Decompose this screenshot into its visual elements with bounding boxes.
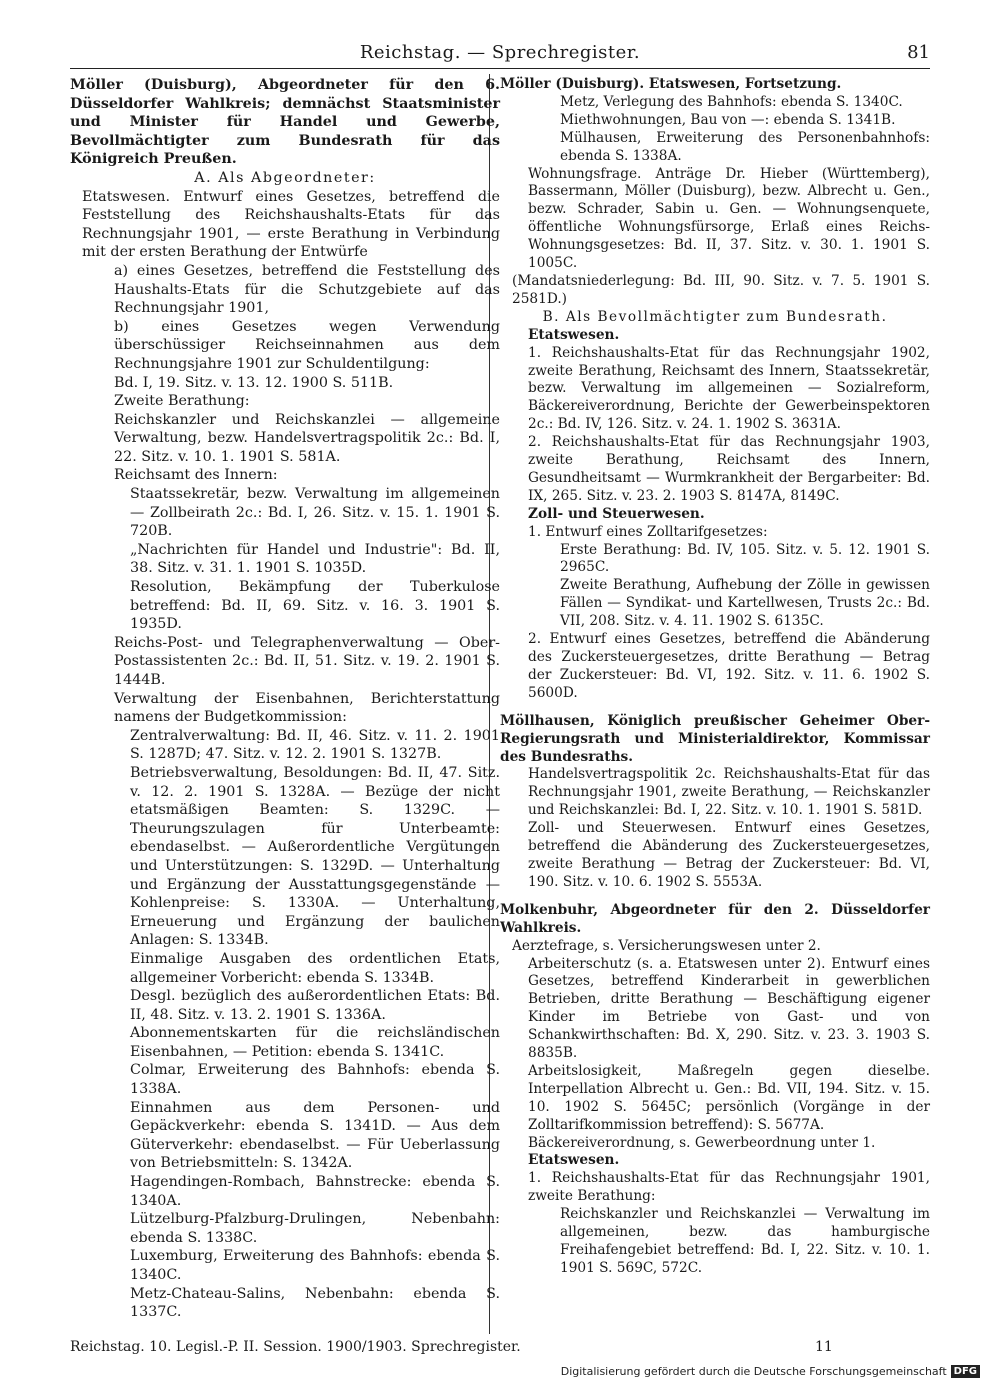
entry-paragraph: Wohnungsfrage. Anträge Dr. Hieber (Württemberg), Bassermann, Möller (Duisburg), bezw. Albrecht u. Gen., bezw. Schrader, Sabin u. Gen. — Wohnungsenquete, öffentliche Wohnungsfürsorge, Erlaß eines Reichs-Wohnungsgesetzes: Bd. II, 37. Sitz. v. 30. 1. 1901 S. 1005C.	[528, 165, 930, 272]
entry-paragraph: 1. Entwurf eines Zolltarifgesetzes:	[528, 523, 768, 540]
entry-paragraph: Bäckereiverordnung, s. Gewerbeordnung unter 1.	[528, 1134, 876, 1151]
entry-paragraph: Reichsamt des Innern:	[114, 467, 278, 484]
entry-paragraph: Lützelburg-Pfalzburg-Drulingen, Nebenbahn: ebenda S. 1338C.	[130, 1211, 500, 1246]
subject-heading: Zoll- und Steuerwesen.	[528, 505, 705, 522]
left-column	[70, 76, 500, 1322]
entry-paragraph: Reichskanzler und Reichskanzlei — Verwaltung im allgemeinen, bezw. das hamburgische Freihafengebiet betreffend: Bd. I, 22. Sitz. v. 10. 1. 1901 S. 569C, 572C.	[560, 1206, 930, 1276]
entry-paragraph: Colmar, Erweiterung des Bahnhofs: ebenda S. 1338A.	[130, 1062, 500, 1098]
section-heading: B. Als Bevollmächtigter zum Bundesrath.	[542, 308, 888, 325]
entry-paragraph: Reichs-Post- und Telegraphenverwaltung — Ober-Postassistenten 2c.: Bd. II, 51. Sitz. v. 19. 2. 1901 S. 1444B.	[114, 634, 500, 688]
entry-paragraph: Arbeiterschutz (s. a. Etatswesen unter 2). Entwurf eines Gesetzes, betreffend Kinderarbeit in gewerblichen Betrieben, dritte Berathung — Beschäftigung eigener Kinder im Betriebe von Gast- und von Schankwirthschaften: Bd. X, 290. Sitz. v. 23. 3. 1903 S. 8835B.	[528, 955, 930, 1062]
entry-heading: Möller (Duisburg), Abgeordneter für den 6. Düsseldorfer Wahlkreis; demnächst Staatsminister und Minister für Handel und Gewerbe, Bevollmächtigter zum Bundesrath für das Königreich Preußen.	[70, 77, 500, 168]
subject-heading: Etatswesen.	[528, 326, 620, 343]
entry-paragraph: 1. Reichshaushalts-Etat für das Rechnungsjahr 1901, zweite Berathung:	[528, 1170, 930, 1205]
entry-heading: Molkenbuhr, Abgeordneter für den 2. Düsseldorfer Wahlkreis.	[500, 901, 930, 936]
entry-paragraph: 2. Entwurf eines Gesetzes, betreffend die Abänderung des Zuckersteuergesetzes, dritte Berathung — Betrag der Zuckersteuer: Bd. VI, 192. Sitz. v. 11. 6. 1902 S. 5600D.	[528, 631, 930, 701]
entry-paragraph: Zoll- und Steuerwesen. Entwurf eines Gesetzes, betreffend die Abänderung des Zuckersteuergesetzes, zweite Berathung — Betrag der Zuckersteuer: Bd. VI, 190. Sitz. v. 10. 6. 1902 S. 5553A.	[528, 820, 930, 890]
entry-paragraph: Reichskanzler und Reichskanzlei — allgemeine Verwaltung, bezw. Handelsvertragspolitik 2c.: Bd. I, 22. Sitz. v. 10. 1. 1901 S. 581A.	[114, 411, 500, 465]
entry-paragraph: 2. Reichshaushalts-Etat für das Rechnungsjahr 1903, zweite Berathung, Reichsamt des Innern, Gesundheitsamt — Wurmkrankheit der Bergarbeiter: Bd. IX, 265. Sitz. v. 23. 2. 1903 S. 8147A, 8149C.	[528, 434, 930, 504]
entry-paragraph: Abonnementskarten für die reichsländischen Eisenbahnen, — Petition: ebenda S. 1341C.	[130, 1025, 500, 1060]
entry-paragraph: Bd. I, 19. Sitz. v. 13. 12. 1900 S. 511B.	[114, 374, 394, 391]
entry-paragraph: Handelsvertragspolitik 2c. Reichshaushalts-Etat für das Rechnungsjahr 1901, zweite Berathung, — Reichskanzler und Reichskanzlei: Bd. I, 22. Sitz. v. 10. 1. 1901 S. 581D.	[528, 766, 930, 819]
entry-heading: Möllhausen, Königlich preußischer Geheimer Ober-Regierungsrath und Ministerialdirektor, Kommissar des Bundesraths.	[500, 712, 930, 765]
entry-paragraph: Aerztefrage, s. Versicherungswesen unter 2.	[512, 937, 821, 954]
subject-heading: Etatswesen.	[528, 1152, 620, 1169]
entry-paragraph: Etatswesen. Entwurf eines Gesetzes, betreffend die Feststellung des Reichshaushalts-Etats für das Rechnungsjahr 1901, — erste Berathung in Verbindung mit der ersten Berathung der Entwürfe	[82, 188, 500, 261]
entry-paragraph: a) eines Gesetzes, betreffend die Feststellung des Haushalts-Etats für die Schutzgebiete auf das Rechnungsjahr 1901,	[114, 262, 500, 317]
entry-paragraph: Resolution, Bekämpfung der Tuberkulose betreffend: Bd. II, 69. Sitz. v. 16. 3. 1901 S. 1935D.	[130, 579, 500, 633]
page-header	[70, 40, 930, 69]
sheet-number: 11	[815, 1339, 833, 1355]
entry-paragraph: „Nachrichten für Handel und Industrie": Bd. II, 38. Sitz. v. 31. 1. 1901 S. 1035D.	[130, 541, 500, 577]
entry-paragraph: (Mandatsniederlegung: Bd. III, 90. Sitz. v. 7. 5. 1901 S. 2581D.)	[512, 272, 930, 307]
credit-text: Digitalisierung gefördert durch die Deutsche Forschungsgemeinschaft	[560, 1365, 947, 1378]
entry-paragraph: Luxemburg, Erweiterung des Bahnhofs: ebenda S. 1340C.	[130, 1248, 500, 1283]
entry-paragraph: Mülhausen, Erweiterung des Personenbahnhofs: ebenda S. 1338A.	[560, 129, 930, 164]
entry-paragraph: Arbeitslosigkeit, Maßregeln gegen dieselbe. Interpellation Albrecht u. Gen.: Bd. VII, 194. Sitz. v. 15. 10. 1902 S. 5645C; persönlich (Vorgänge in der Zolltarifkommission betreffend): S. 5677A.	[528, 1062, 930, 1133]
entry-paragraph: Betriebsverwaltung, Besoldungen: Bd. II, 47. Sitz. v. 12. 2. 1901 S. 1328A. — Bezüge der nicht etatsmäßigen Beamten: S. 1329C. — Theurungszulagen für Unterbeamte: ebendaselbst. — Außerordentliche Vergütungen und Unterstützungen: S. 1329D. — Unterhaltung und Ergänzung der Ausstattungsgegenstände — Kohlenpreise: S. 1330A. — Unterhaltung, Erneuerung und Ergänzung der baulichen Anlagen: S. 1334B.	[130, 764, 500, 949]
entry-paragraph: Staatssekretär, bezw. Verwaltung im allgemeinen — Zollbeirath 2c.: Bd. I, 26. Sitz. v. 15. 1. 1901 S. 720B.	[130, 486, 500, 540]
entry-paragraph: Zweite Berathung:	[114, 393, 250, 410]
entry-paragraph: b) eines Gesetzes wegen Verwendung überschüssiger Reichseinnahmen aus dem Rechnungsjahre 1901 zur Schuldentilgung:	[114, 318, 500, 372]
right-column	[500, 76, 930, 1278]
entry-paragraph: Miethwohnungen, Bau von —: ebenda S. 1341B.	[560, 111, 896, 128]
page-number: 81	[907, 42, 930, 63]
entry-heading: Möller (Duisburg). Etatswesen, Fortsetzung.	[500, 76, 842, 92]
entry-paragraph: Desgl. bezüglich des außerordentlichen Etats: Bd. II, 48. Sitz. v. 13. 2. 1901 S. 1336A.	[130, 988, 500, 1023]
entry-paragraph: Einmalige Ausgaben des ordentlichen Etats, allgemeiner Vorbericht: ebenda S. 1334B.	[130, 950, 500, 986]
dfg-logo: DFG	[951, 1365, 980, 1378]
entry-paragraph: Metz, Verlegung des Bahnhofs: ebenda S. 1340C.	[560, 93, 903, 110]
entry-paragraph: Metz-Chateau-Salins, Nebenbahn: ebenda S. 1337C.	[130, 1285, 500, 1321]
running-title: Reichstag. — Sprechregister.	[359, 42, 641, 63]
section-heading: A. Als Abgeordneter:	[194, 169, 376, 186]
footer-text: Reichstag. 10. Legisl.-P. II. Session. 1900/1903. Sprechregister.	[70, 1339, 521, 1355]
digitization-credit	[561, 1365, 980, 1378]
entry-paragraph: Verwaltung der Eisenbahnen, Berichterstattung namens der Budgetkommission:	[114, 690, 500, 726]
entry-paragraph: 1. Reichshaushalts-Etat für das Rechnungsjahr 1902, zweite Berathung, Reichsamt des Innern, Staatssekretär, bezw. Verwaltung im allgemeinen — Sozialreform, Bäckereiverordnung, Berichte der Gewerbeinspektoren 2c.: Bd. IV, 126. Sitz. v. 24. 1. 1902 S. 3631A.	[528, 344, 930, 433]
entry-paragraph: Zweite Berathung, Aufhebung der Zölle in gewissen Fällen — Syndikat- und Kartellwesen, Trusts 2c.: Bd. VII, 208. Sitz. v. 4. 11. 1902 S. 6135C.	[560, 577, 930, 630]
entry-paragraph: Einnahmen aus dem Personen- und Gepäckverkehr: ebenda S. 1341D. — Aus dem Güterverkehr: ebendaselbst. — Für Ueberlassung von Betriebsmitteln: S. 1342A.	[130, 1099, 500, 1172]
entry-paragraph: Zentralverwaltung: Bd. II, 46. Sitz. v. 11. 2. 1901 S. 1287D; 47. Sitz. v. 12. 2. 1901 S. 1327B.	[130, 727, 500, 763]
entry-paragraph: Erste Berathung: Bd. IV, 105. Sitz. v. 5. 12. 1901 S. 2965C.	[560, 541, 930, 576]
entry-paragraph: Hagendingen-Rombach, Bahnstrecke: ebenda S. 1340A.	[130, 1174, 500, 1209]
